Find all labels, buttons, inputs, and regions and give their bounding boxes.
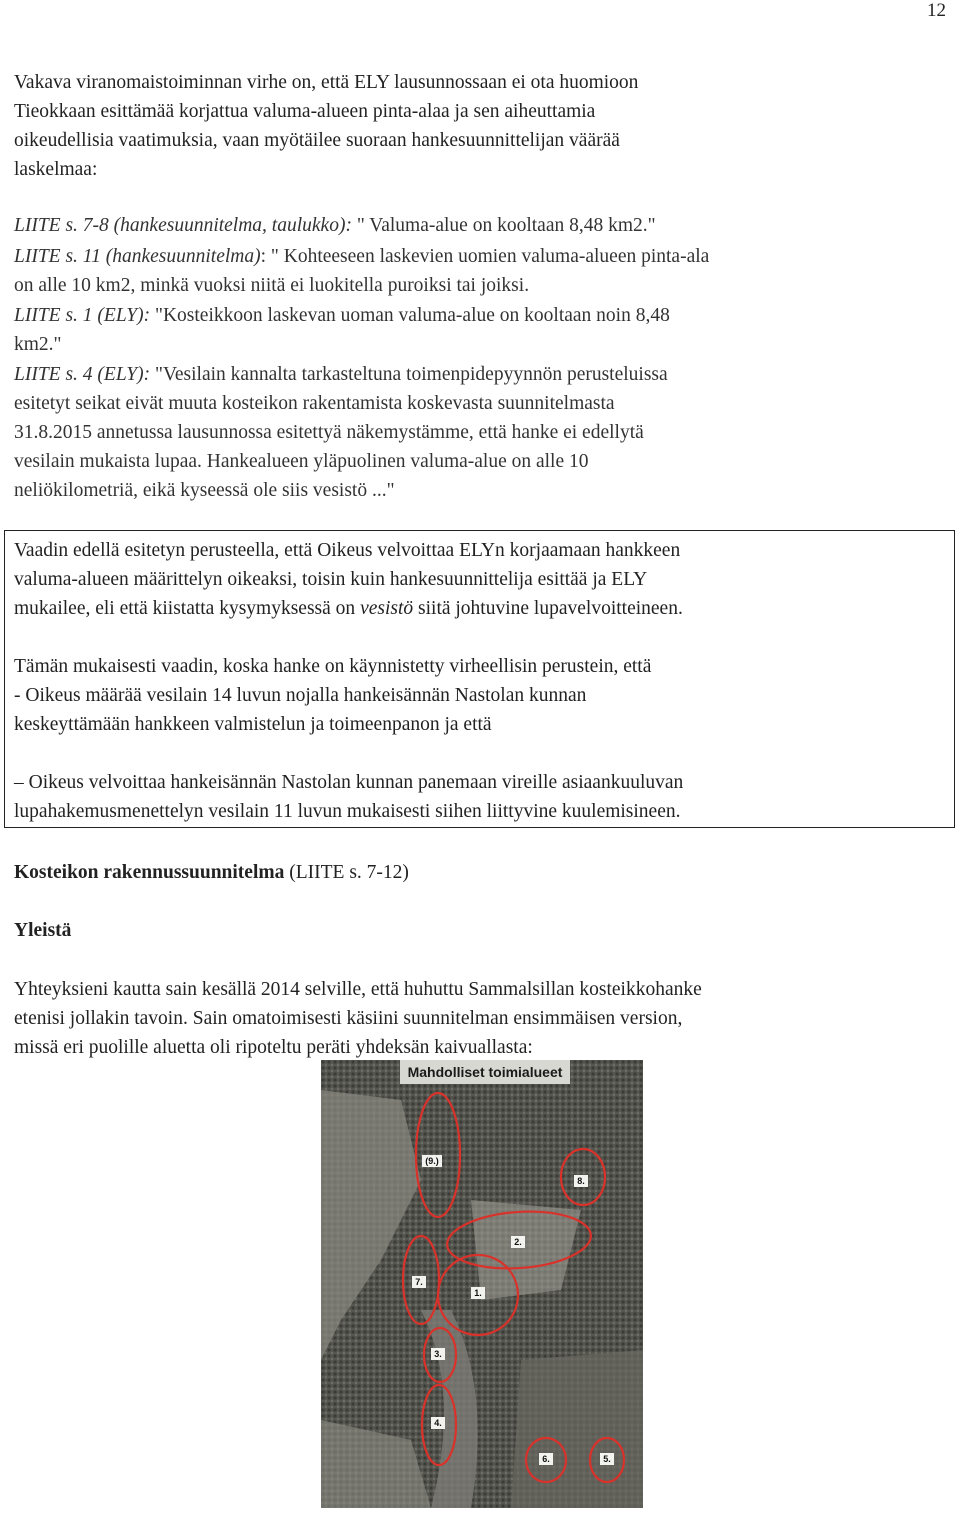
- site-label-5: 5.: [603, 1454, 611, 1464]
- quote-4: [14, 360, 668, 389]
- site-map-image: [321, 1060, 643, 1508]
- quote-4-line: vesilain mukaista lupaa. Hankealueen yläpuolinen valuma-alue on alle 10: [14, 451, 589, 472]
- quote-4-line: 31.8.2015 annetussa lausunnossa esitettyä näkemystämme, että hanke ei edellytä: [14, 422, 644, 443]
- section-title-bold: Kosteikon rakennussuunnitelma: [14, 862, 285, 883]
- quote-3: [14, 301, 670, 330]
- intro-line: laskelmaa:: [14, 159, 98, 180]
- claim-line: Tämän mukaisesti vaadin, koska hanke on käynnistetty virheellisin perustein, että: [14, 656, 652, 677]
- quote-1-ref: LIITE s. 7-8 (hankesuunnitelma, taulukko):: [14, 215, 352, 236]
- claim-emphasis: vesistö: [360, 598, 414, 619]
- intro-line: Tieokkaan esittämää korjattua valuma-alueen pinta-alaa ja sen aiheuttamia: [14, 101, 596, 122]
- page-number: 12: [927, 0, 946, 21]
- claim-line: lupahakemusmenettelyn vesilain 11 luvun mukaisesti siihen liittyvine kuulemisineen.: [14, 801, 681, 822]
- claim-line: valuma-alueen määrittelyn oikeaksi, toisin kuin hankesuunnittelija esittää ja ELY: [14, 569, 648, 590]
- site-label-2: 2.: [514, 1237, 522, 1247]
- quote-3-ref: LIITE s. 1 (ELY):: [14, 305, 151, 326]
- quote-4-line: esitetyt seikat eivät muuta kosteikon rakentamista koskevasta suunnitelmasta: [14, 393, 615, 414]
- map-title: Mahdolliset toimialueet: [407, 1064, 563, 1080]
- quote-2: [14, 242, 709, 271]
- site-label-6: 6.: [542, 1454, 550, 1464]
- intro-line: oikeudellisia vaatimuksia, vaan myötäilee suoraan hankesuunnittelijan väärää: [14, 130, 620, 151]
- forest-block: [511, 1350, 643, 1508]
- quote-4-text: "Vesilain kannalta tarkasteltuna toimenpidepyynnön perusteluissa: [150, 364, 668, 385]
- quote-1: [14, 211, 656, 240]
- quote-2-text: : " Kohteeseen laskevien uomien valuma-alueen pinta-ala: [260, 246, 710, 267]
- claim-text: mukailee, eli että kiistatta kysymyksessä on: [14, 598, 361, 619]
- claim-line: – Oikeus velvoittaa hankeisännän Nastolan kunnan panemaan vireille asiaankuuluvan: [14, 772, 684, 793]
- site-label-7: 7.: [415, 1277, 423, 1287]
- site-map-svg: [321, 1060, 643, 1508]
- quote-3-line: km2.": [14, 334, 62, 355]
- body-line: etenisi jollakin tavoin. Sain omatoimisesti käsiini suunnitelman ensimmäisen version,: [14, 1008, 683, 1029]
- quote-3-text: "Kosteikkoon laskevan uoman valuma-alue on kooltaan noin 8,48: [150, 305, 670, 326]
- quote-2-line: on alle 10 km2, minkä vuoksi niitä ei luokitella puroiksi tai joiksi.: [14, 275, 530, 296]
- body-line: Yhteyksieni kautta sain kesällä 2014 selville, että huhuttu Sammalsillan kosteikkohanke: [14, 979, 702, 1000]
- site-label-9: (9.): [425, 1156, 439, 1166]
- intro-line: Vakava viranomaistoiminnan virhe on, että ELY lausunnossaan ei ota huomioon: [14, 72, 639, 93]
- claim-line: Vaadin edellä esitetyn perusteella, että Oikeus velvoittaa ELYn korjaamaan hankkeen: [14, 540, 681, 561]
- site-label-4: 4.: [434, 1418, 442, 1428]
- site-label-8: 8.: [577, 1176, 585, 1186]
- claim-line: - Oikeus määrää vesilain 14 luvun nojalla hankeisännän Nastolan kunnan: [14, 685, 587, 706]
- quote-2-ref: LIITE s. 11 (hankesuunnitelma): [14, 246, 261, 267]
- quote-4-line: neliökilometriä, eikä kyseessä ole siis vesistö ...": [14, 480, 395, 501]
- claim-line: keskeyttämään hankkeen valmistelun ja toimeenpanon ja että: [14, 714, 492, 735]
- section-title: [14, 858, 409, 887]
- claim-text: siitä johtuvine lupavelvoitteineen.: [413, 598, 683, 619]
- section-title-rest: (LIITE s. 7-12): [284, 862, 409, 883]
- site-label-3: 3.: [434, 1349, 442, 1359]
- section-subtitle: Yleistä: [14, 920, 72, 941]
- quote-1-text: " Valuma-alue on kooltaan 8,48 km2.": [351, 215, 656, 236]
- claim-line: [14, 594, 683, 623]
- body-line: missä eri puolille aluetta oli ripoteltu peräti yhdeksän kaivuallasta:: [14, 1037, 533, 1058]
- site-label-1: 1.: [474, 1288, 482, 1298]
- quote-4-ref: LIITE s. 4 (ELY):: [14, 364, 151, 385]
